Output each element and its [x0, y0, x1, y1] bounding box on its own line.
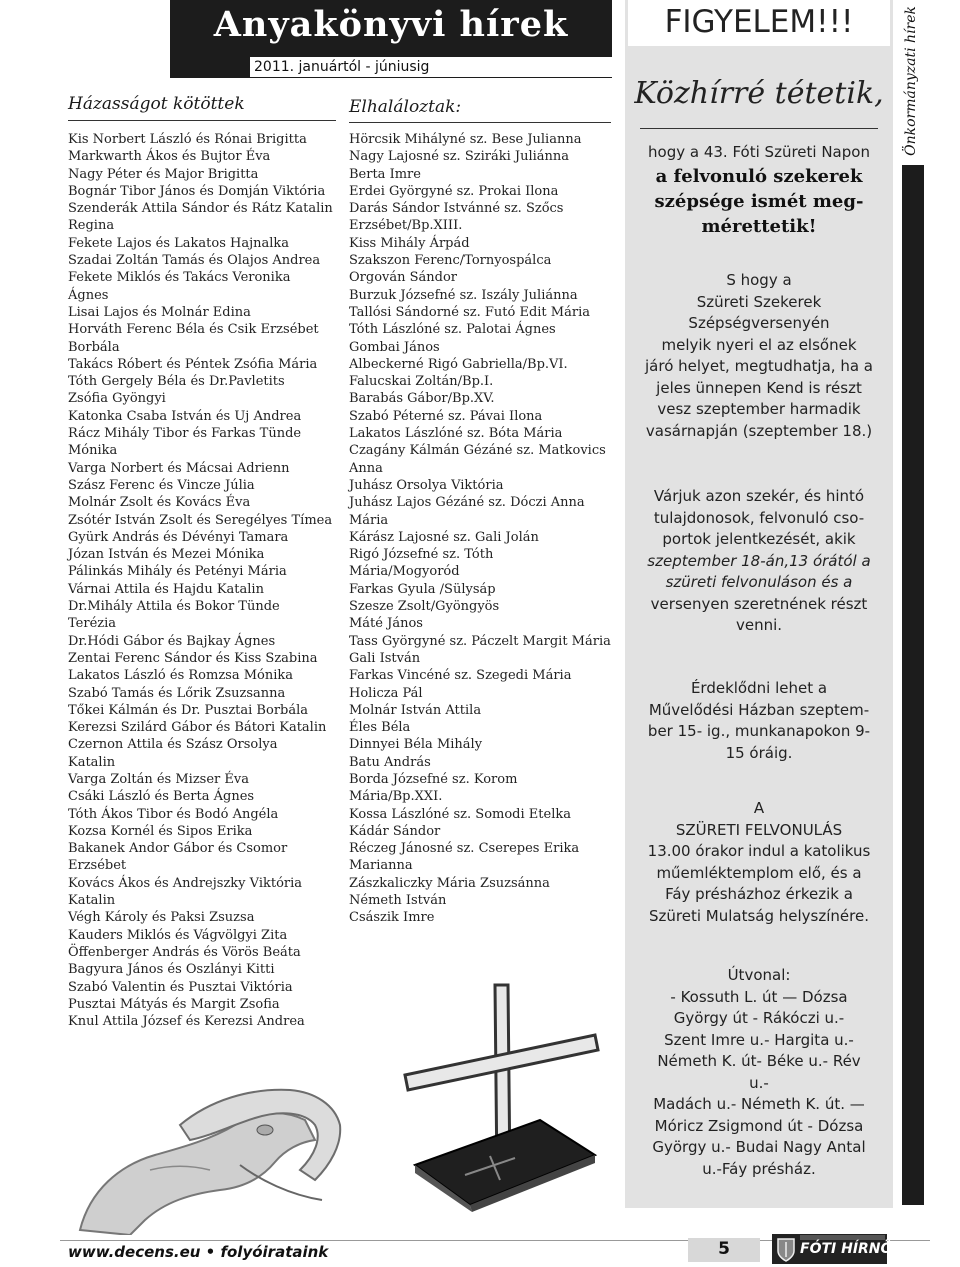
- list-item: Szadai Zoltán Tamás és Olajos Andrea: [68, 253, 321, 269]
- list-item: Batu András: [349, 754, 431, 770]
- text-line: vesz szeptember harmadik: [657, 400, 861, 418]
- list-item: Szakszon Ferenc/Tornyospálca: [349, 253, 552, 269]
- list-item: Várnai Attila és Hajdu Katalin: [68, 581, 264, 597]
- list-item: Kiss Mihály Árpád: [349, 235, 470, 251]
- text-line: melyik nyeri el az elsőnek: [661, 335, 857, 354]
- list-item: Mónika: [68, 443, 118, 459]
- list-item: Szabó Tamás és Lőrik Zsuzsanna: [68, 685, 286, 701]
- list-item: Katalin: [68, 754, 116, 770]
- list-item: Rigó Józsefné sz. Tóth: [349, 547, 494, 563]
- list-item: Tóth Gergely Béla és Dr.Pavletits: [68, 374, 285, 390]
- text-line: Várjuk azon szekér, és hintó: [653, 487, 865, 505]
- list-item: Fekete Miklós és Takács Veronika: [68, 270, 291, 286]
- list-item: Császik Imre: [349, 910, 435, 926]
- text-line: Szüreti Szekerek: [696, 292, 822, 311]
- list-item: Tóth Lászlóné sz. Palotai Ágnes: [349, 322, 556, 338]
- list-item: Borbála: [68, 339, 120, 355]
- list-item: Végh Károly és Paksi Zsuzsa: [68, 910, 255, 926]
- list-item: Ágnes: [68, 287, 109, 303]
- list-item: Réczeg Jánosné sz. Cserepes Erika: [349, 841, 580, 857]
- list-item: Erzsébet: [68, 858, 127, 874]
- text-line: venni.: [735, 616, 783, 634]
- page-number: 5: [718, 1239, 730, 1259]
- list-item: Fekete Lajos és Lakatos Hajnalka: [68, 235, 290, 251]
- announcement-para-contest: [628, 270, 890, 442]
- text-line: Szépségversenyén: [688, 314, 830, 332]
- list-item: Horváth Ferenc Béla és Csik Erzsébet: [68, 322, 319, 338]
- text-line: szépsége ismét meg-: [654, 191, 864, 212]
- list-item: Regina: [68, 218, 115, 234]
- marriages-heading: Házasságot kötöttek: [68, 94, 245, 114]
- list-item: Kovács Ákos és Andrejszky Viktória: [68, 875, 303, 891]
- list-item: Orgován Sándor: [349, 270, 458, 286]
- list-item: Burzuk Józsefné sz. Iszály Juliánna: [349, 287, 578, 303]
- list-item: Kozsa Kornél és Sipos Erika: [68, 823, 253, 839]
- text-line: versenyen szeretnének részt: [650, 594, 868, 613]
- list-item: Borda Józsefné sz. Korom: [349, 771, 518, 787]
- text-line: - Kossuth L. út — Dózsa: [670, 987, 848, 1006]
- deaths-list: [349, 131, 619, 927]
- text-line: SZÜRETI FELVONULÁS: [675, 820, 843, 839]
- text-line: Fáy présházhoz érkezik a: [665, 885, 853, 903]
- list-item: Albeckerné Rigó Gabriella/Bp.VI.: [349, 356, 568, 372]
- list-item: Mária: [349, 512, 389, 528]
- text-line: 13.00 órakor indul a katolikus: [647, 842, 871, 860]
- list-item: Varga Zoltán és Mizser Éva: [68, 771, 249, 787]
- text-line: tulajdonosok, felvonuló cso-: [653, 508, 865, 527]
- list-item: Józan István és Mezei Mónika: [68, 547, 265, 563]
- list-item: Szenderák Attila Sándor és Rátz Katalin: [68, 201, 333, 217]
- list-item: Katalin: [68, 893, 116, 909]
- text-line: szeptember 18-án,13 órától a: [647, 551, 871, 570]
- text-line: Madách u.- Németh K. út. —: [653, 1095, 865, 1113]
- list-item: Holicza Pál: [349, 685, 423, 701]
- list-item: Csáki László és Berta Ágnes: [68, 789, 255, 805]
- list-item: Bognár Tibor János és Domján Viktória: [68, 183, 326, 199]
- list-item: Lakatos László és Romzsa Mónika: [68, 668, 294, 684]
- text-line: Szüreti Mulatság helyszínére.: [649, 906, 869, 925]
- list-item: Farkas Vincéné sz. Szegedi Mária: [349, 668, 572, 684]
- list-item: Mária/Mogyoród: [349, 564, 460, 580]
- list-item: Pálinkás Mihály és Petényi Mária: [68, 564, 287, 580]
- list-item: Erdei Györgyné sz. Prokai Ilona: [349, 183, 559, 199]
- announcement-para-inquiry: [628, 678, 890, 764]
- list-item: Varga Norbert és Mácsai Adrienn: [68, 460, 290, 476]
- list-item: Szabó Valentin és Pusztai Viktória: [68, 979, 293, 995]
- announcement-subtitle: Közhírré tétetik,: [634, 76, 884, 111]
- list-item: Szesze Zsolt/Gyöngyös: [349, 599, 500, 615]
- text-line: ber 15- ig., munkanapokon 9-: [647, 722, 871, 740]
- list-item: Kis Norbert László és Rónai Brigitta: [68, 132, 307, 147]
- text-line: 15 óráig.: [725, 743, 793, 762]
- list-item: Hörcsik Mihályné sz. Bese Julianna: [349, 132, 582, 147]
- list-item: Máté János: [349, 616, 423, 632]
- text-line: mérettetik!: [701, 216, 817, 237]
- text-line: Útvonal:: [727, 966, 791, 984]
- magazine-logo-strip: [800, 1235, 885, 1240]
- list-item: Marianna: [349, 858, 413, 874]
- deaths-heading: Elhaláloztak:: [349, 97, 462, 117]
- list-item: Tass Györgyné sz. Páczelt Margit Mária: [349, 633, 611, 649]
- announcement-para-route: [628, 965, 890, 1180]
- coat-of-arms-icon: [776, 1237, 796, 1263]
- footer-website: www.decens.eu • folyóirataink: [68, 1243, 329, 1261]
- text-line: u.-Fáy présház.: [702, 1159, 816, 1178]
- list-item: Zsófia Gyöngyi: [68, 391, 166, 407]
- list-item: Takács Róbert és Péntek Zsófia Mária: [68, 356, 318, 372]
- text-line: György út - Rákóczi u.-: [673, 1009, 845, 1027]
- list-item: Gyürk András és Dévényi Tamara: [68, 529, 289, 545]
- list-item: Bagyura János és Oszlányi Kitti: [68, 962, 275, 978]
- date-range: 2011. januártól - júniusig: [250, 57, 616, 77]
- announcement-para-invitation: [628, 486, 890, 637]
- list-item: Gali István: [349, 650, 421, 666]
- list-item: Szász Ferenc és Vincze Júlia: [68, 477, 255, 493]
- list-item: Darás Sándor Istvánné sz. Szőcs: [349, 201, 564, 217]
- list-item: Nagy Lajosné sz. Sziráki Juliánna: [349, 149, 570, 165]
- list-item: Molnár István Attila: [349, 702, 482, 718]
- list-item: Erzsébet/Bp.XIII.: [349, 218, 463, 234]
- list-item: Zsótér István Zsolt és Seregélyes Tímea: [68, 512, 333, 528]
- list-item: Rácz Mihály Tibor és Farkas Tünde: [68, 426, 302, 442]
- list-item: Zászkaliczky Mária Zsuzsánna: [349, 875, 550, 891]
- list-item: Zentai Ferenc Sándor és Kiss Szabina: [68, 650, 318, 666]
- list-item: Tallósi Sándorné sz. Futó Edit Mária: [349, 304, 590, 320]
- list-item: Farkas Gyula /Sülysáp: [349, 581, 496, 597]
- list-item: Lakatos Lászlóné sz. Bóta Mária: [349, 426, 563, 442]
- list-item: Juhász Lajos Gézáné sz. Dóczi Anna: [349, 495, 585, 511]
- text-line: vasárnapján (szeptember 18.): [645, 421, 873, 440]
- text-line: járó helyet, megtudhatja, ha a: [645, 357, 873, 375]
- list-item: Knul Attila József és Kerezsi Andrea: [68, 1014, 305, 1030]
- text-line: Szent Imre u.- Hargita u.-: [664, 1030, 854, 1049]
- text-line: S hogy a: [726, 271, 792, 289]
- list-item: Juhász Orsolya Viktória: [349, 477, 504, 493]
- announcement-rule: [640, 128, 878, 129]
- list-item: Pusztai Mátyás és Margit Zsofia: [68, 996, 280, 1012]
- section-side-bar: [902, 165, 924, 1205]
- list-item: Szabó Péterné sz. Pávai Ilona: [349, 408, 543, 424]
- announcement-intro: hogy a 43. Fóti Szüreti Napon: [648, 143, 870, 161]
- list-item: Tőkei Kálmán és Dr. Pusztai Borbála: [68, 702, 309, 718]
- text-line: Móricz Zsigmond út - Dózsa: [654, 1116, 864, 1135]
- list-item: Dr.Hódi Gábor és Bajkay Ágnes: [68, 633, 276, 649]
- list-item: Lisai Lajos és Molnár Edina: [68, 304, 251, 320]
- list-item: Nagy Péter és Major Brigitta: [68, 166, 259, 182]
- list-item: Gombai János: [349, 339, 440, 355]
- list-item: Bakanek Andor Gábor és Csomor: [68, 841, 288, 857]
- list-item: Czernon Attila és Szász Orsolya: [68, 737, 278, 753]
- list-item: Markwarth Ákos és Bujtor Éva: [68, 149, 271, 165]
- list-item: Terézia: [68, 616, 117, 632]
- list-item: Berta Imre: [349, 166, 421, 182]
- text-line: Művelődési Házban szeptem-: [648, 700, 870, 719]
- attention-heading: FIGYELEM!!!: [664, 4, 854, 40]
- list-item: Németh István: [349, 893, 447, 909]
- page-title: Anyakönyvi hírek: [213, 4, 569, 45]
- list-item: Kauders Miklós és Vágvölgyi Zita: [68, 927, 288, 943]
- list-item: Katonka Csaba István és Uj Andrea: [68, 408, 302, 424]
- text-line: műemléktemplom elő, és a: [656, 863, 862, 882]
- list-item: Kárász Lajosné sz. Gali Jolán: [349, 529, 539, 545]
- text-line: Érdeklődni lehet a: [690, 679, 828, 697]
- list-item: Mária/Bp.XXI.: [349, 789, 443, 805]
- text-line: szüreti felvonuláson és a: [665, 573, 853, 591]
- list-item: Tóth Ákos Tibor és Bodó Angéla: [68, 806, 279, 822]
- list-item: Dr.Mihály Attila és Bokor Tünde: [68, 599, 280, 615]
- text-line: u.-: [749, 1073, 769, 1092]
- cross-and-bible-illustration: [390, 980, 610, 1215]
- text-line: Németh K. út- Béke u.- Rév: [657, 1052, 861, 1070]
- list-item: Czagány Kálmán Gézáné sz. Matkovics: [349, 443, 606, 459]
- announcement-highlight: [628, 164, 890, 239]
- announcement-para-parade: [628, 798, 890, 927]
- magazine-name: FÓTI HÍRNÖK: [800, 1241, 904, 1257]
- text-line: portok jelentkezését, akik: [662, 530, 856, 548]
- deaths-rule: [349, 122, 611, 123]
- list-item: Kerezsi Szilárd Gábor és Bátori Katalin: [68, 720, 327, 736]
- list-item: Éles Béla: [349, 720, 411, 736]
- list-item: Öffenberger András és Vörös Beáta: [68, 944, 301, 960]
- list-item: Barabás Gábor/Bp.XV.: [349, 391, 495, 407]
- list-item: Molnár Zsolt és Kovács Éva: [68, 495, 251, 511]
- list-item: Kossa Lászlóné sz. Somodi Etelka: [349, 806, 571, 822]
- list-item: Falucskai Zoltán/Bp.I.: [349, 374, 494, 390]
- marriages-rule: [68, 120, 336, 121]
- list-item: Dinnyei Béla Mihály: [349, 737, 483, 753]
- marriages-list: [68, 131, 343, 1030]
- text-line: A: [753, 799, 765, 817]
- text-line: jeles ünnepen Kend is részt: [656, 378, 862, 397]
- text-line: György u.- Budai Nagy Antal: [652, 1138, 866, 1156]
- text-line: a felvonuló szekerek: [655, 166, 863, 187]
- section-tab-label: Önkormányzati hírek: [903, 6, 919, 156]
- hands-illustration: [60, 1070, 350, 1235]
- list-item: Kádár Sándor: [349, 823, 441, 839]
- list-item: Anna: [349, 460, 383, 476]
